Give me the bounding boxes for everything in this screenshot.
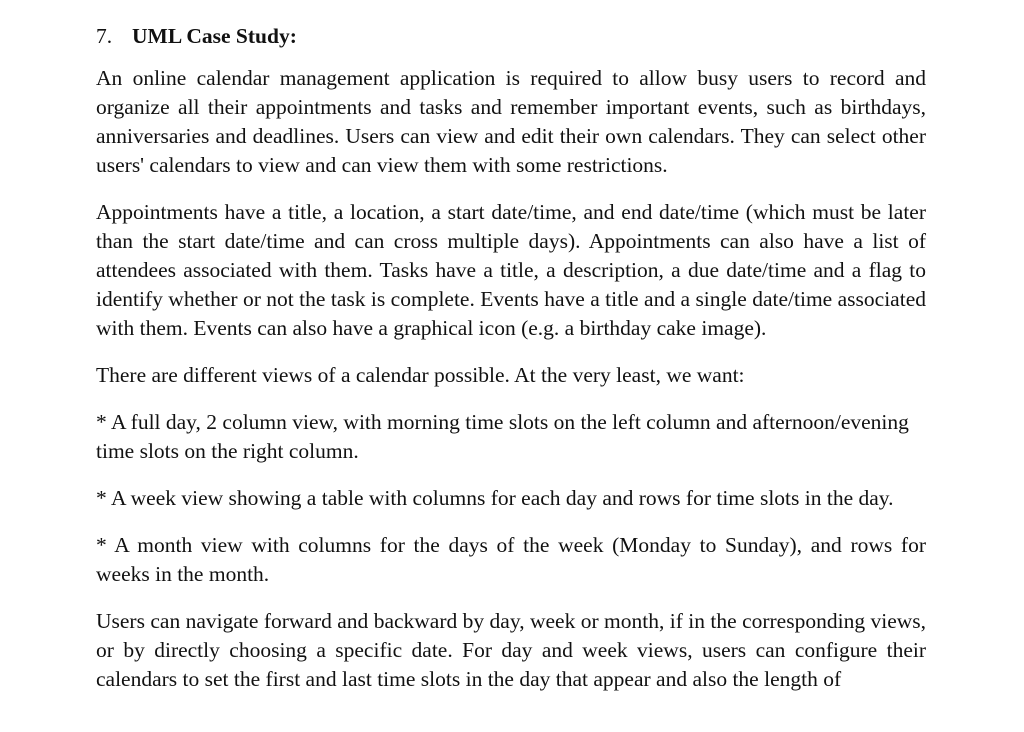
section-title: UML Case Study: <box>132 24 297 48</box>
paragraph-navigation: Users can navigate forward and backward by day, week or month, if in the corresponding views, or by directly choosing a specific date. For day and week views, users can configure their calendars to set the first and last time slots in the day that appear and also the length of <box>96 609 926 691</box>
paragraph-intro: An online calendar management application is required to allow busy users to record and organize all their appointments and tasks and remember important events, such as birthdays, anniversaries and deadlines. Users can view and edit their own calendars. They can select other users' calendars to view and can view them with some restrictions. <box>96 66 926 177</box>
section-heading <box>96 22 926 51</box>
paragraph-day-view: * A full day, 2 column view, with morning time slots on the left column and afternoon/evening time slots on the right column. <box>96 410 909 463</box>
paragraph-appointments: Appointments have a title, a location, a start date/time, and end date/time (which must be later than the start date/time and can cross multiple days). Appointments can also have a list of attendees associated with them. Tasks have a title, a description, a due date/time and a flag to identify whether or not the task is complete. Events have a title and a single date/time associated with them. Events can also have a graphical icon (e.g. a birthday cake image). <box>96 200 926 340</box>
section-number: 7. <box>96 24 113 48</box>
paragraph-month-view: * A month view with columns for the days of the week (Monday to Sunday), and rows for weeks in the month. <box>96 533 926 586</box>
paragraph-views-intro: There are different views of a calendar possible. At the very least, we want: <box>96 363 745 387</box>
paragraph-week-view: * A week view showing a table with columns for each day and rows for time slots in the day. <box>96 486 894 510</box>
document-page <box>96 22 926 712</box>
